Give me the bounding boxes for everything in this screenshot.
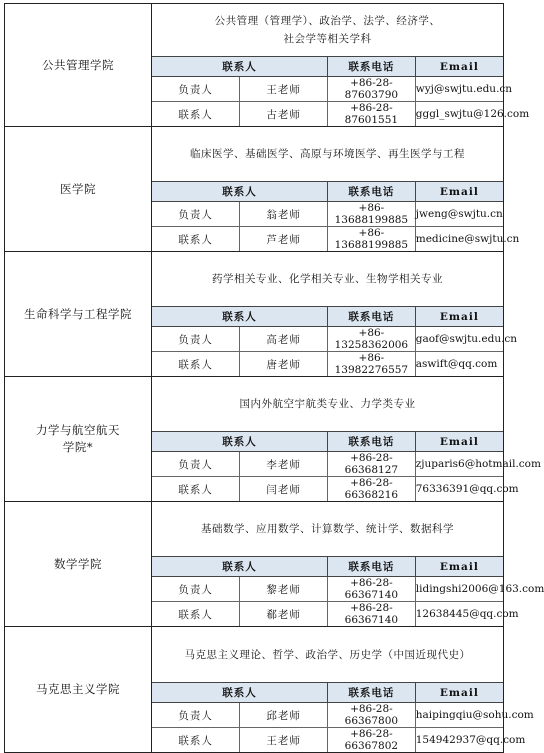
subject-areas [152, 252, 503, 307]
contact-phone: +86-28-66367802 [328, 728, 416, 753]
contact-phone: +86-13688199885 [328, 202, 416, 227]
subject-line: 基础数学、应用数学、计算数学、统计学、数据科学 [201, 523, 454, 535]
contact-phone: +86-28-66367140 [328, 577, 416, 602]
college-info [152, 127, 520, 252]
table-row [152, 202, 503, 227]
college-name-line: 学院* [62, 440, 94, 454]
contact-person: 王老师 [240, 77, 328, 102]
contact-header-row [152, 182, 503, 202]
header-contact: 联系人 [152, 683, 328, 703]
college-block [5, 627, 504, 753]
college-block [5, 252, 504, 377]
contact-person: 芦老师 [240, 227, 328, 252]
contact-phone: +86-28-66368127 [328, 452, 416, 477]
college-info-table [152, 502, 544, 626]
college-info-table [152, 627, 534, 752]
header-email: Email [415, 432, 503, 452]
header-phone: 联系电话 [328, 432, 416, 452]
contact-header-row [152, 557, 503, 577]
contact-email[interactable]: haipingqiu@sohu.com [415, 703, 503, 728]
contact-header-row [152, 432, 503, 452]
contact-phone: +86-13982276557 [328, 352, 416, 377]
college-info-table [152, 377, 541, 501]
subject-line: 药学相关专业、化学相关专业、生物学相关专业 [212, 273, 443, 285]
contact-person: 高老师 [240, 327, 328, 352]
header-contact: 联系人 [152, 557, 328, 577]
college-info [152, 377, 541, 502]
table-row [152, 227, 503, 252]
contact-person: 邱老师 [240, 703, 328, 728]
header-phone: 联系电话 [328, 57, 416, 77]
table-row [152, 577, 503, 602]
college-name: 马克思主义学院 [5, 627, 152, 753]
header-email: Email [415, 307, 503, 327]
header-contact: 联系人 [152, 307, 328, 327]
subject-line: 国内外航空宇航类专业、力学类专业 [239, 398, 416, 410]
contact-phone: +86-28-66367800 [328, 703, 416, 728]
subject-line: 马克思主义理论、哲学、政治学、历史学（中国近现代史） [184, 648, 471, 661]
subject-areas [152, 502, 503, 557]
table-row [152, 102, 503, 127]
contact-header-row [152, 683, 503, 703]
subject-areas [152, 377, 503, 432]
contact-email[interactable]: 12638445@qq.com [415, 602, 503, 627]
contact-role: 联系人 [178, 483, 213, 496]
college-info [152, 4, 530, 127]
contact-email[interactable]: lidingshi2006@163.com [415, 577, 503, 602]
header-phone: 联系电话 [328, 307, 416, 327]
college-info [152, 627, 534, 753]
contact-email[interactable]: zjuparis6@hotmail.com [415, 452, 503, 477]
college-name: 生命科学与工程学院 [5, 252, 152, 377]
contact-header-row [152, 57, 503, 77]
subject-areas [152, 627, 503, 683]
contact-phone: +86-28-66368216 [328, 477, 416, 502]
contact-header-row [152, 307, 503, 327]
contact-person: 王老师 [240, 728, 328, 753]
contact-phone: +86-28-87603790 [328, 77, 416, 102]
contact-person: 李老师 [240, 452, 328, 477]
contact-email[interactable]: medicine@swjtu.cn [415, 227, 503, 252]
subject-line: 公共管理（管理学）、政治学、法学、经济学、 [214, 15, 441, 27]
header-phone: 联系电话 [328, 557, 416, 577]
college-name: 医学院 [5, 127, 152, 252]
college-name: 数学学院 [5, 502, 152, 627]
subject-line: 临床医学、基础医学、高原与环境医学、再生医学与工程 [190, 148, 465, 160]
contact-email[interactable]: wyj@swjtu.edu.cn [415, 77, 503, 102]
contact-role: 负责人 [152, 327, 240, 352]
header-email: Email [415, 182, 503, 202]
header-email: Email [415, 57, 503, 77]
college-name [5, 377, 152, 502]
header-email: Email [415, 557, 503, 577]
table-row [152, 602, 503, 627]
contact-role: 联系人 [178, 233, 213, 246]
table-row [152, 327, 503, 352]
contact-role: 负责人 [152, 202, 240, 227]
contact-email[interactable]: gaof@swjtu.edu.cn [415, 327, 503, 352]
contact-phone: +86-13258362006 [328, 327, 416, 352]
table-row [152, 703, 503, 728]
contact-role: 联系人 [178, 108, 213, 121]
contact-email[interactable]: gggl_swjtu@126.com [415, 102, 503, 127]
contact-email[interactable]: 154942937@qq.com [415, 728, 503, 753]
contact-phone: +86-28-66367140 [328, 602, 416, 627]
contact-role: 联系人 [178, 358, 213, 371]
table-row [152, 477, 503, 502]
contact-phone: +86-13688199885 [328, 227, 416, 252]
contact-person: 黎老师 [240, 577, 328, 602]
header-contact: 联系人 [152, 182, 328, 202]
contact-role: 负责人 [152, 577, 240, 602]
college-block [5, 4, 504, 127]
college-info [152, 252, 518, 377]
contact-role: 联系人 [178, 608, 213, 621]
college-block [5, 127, 504, 252]
header-contact: 联系人 [152, 432, 328, 452]
college-contact-table [4, 3, 544, 753]
table-row [152, 452, 503, 477]
contact-email[interactable]: 76336391@qq.com [415, 477, 503, 502]
contact-person: 闫老师 [240, 477, 328, 502]
college-name: 公共管理学院 [5, 4, 152, 127]
college-info-table [152, 4, 530, 126]
subject-line: 社会学等相关学科 [283, 33, 372, 45]
college-block [5, 502, 504, 627]
contact-email[interactable]: aswift@qq.com [415, 352, 503, 377]
contact-role: 负责人 [152, 703, 240, 728]
header-contact: 联系人 [152, 57, 328, 77]
header-phone: 联系电话 [328, 182, 416, 202]
contact-person: 古老师 [240, 102, 328, 127]
contact-email[interactable]: jweng@swjtu.cn [415, 202, 503, 227]
contact-person: 翁老师 [240, 202, 328, 227]
subject-areas [152, 127, 503, 182]
contact-person: 郗老师 [240, 602, 328, 627]
college-name-line: 力学与航空航天 [36, 423, 120, 437]
contact-role: 负责人 [152, 77, 240, 102]
college-info [152, 502, 544, 627]
contact-role: 负责人 [152, 452, 240, 477]
table-row [152, 77, 503, 102]
college-block [5, 377, 504, 502]
college-info-table [152, 252, 518, 376]
table-row [152, 352, 503, 377]
college-info-table [152, 127, 520, 251]
contact-phone: +86-28-87601551 [328, 102, 416, 127]
contact-person: 唐老师 [240, 352, 328, 377]
contact-role: 联系人 [178, 734, 213, 747]
header-phone: 联系电话 [328, 683, 416, 703]
table-row [152, 728, 503, 753]
subject-areas [152, 4, 503, 57]
header-email: Email [415, 683, 503, 703]
